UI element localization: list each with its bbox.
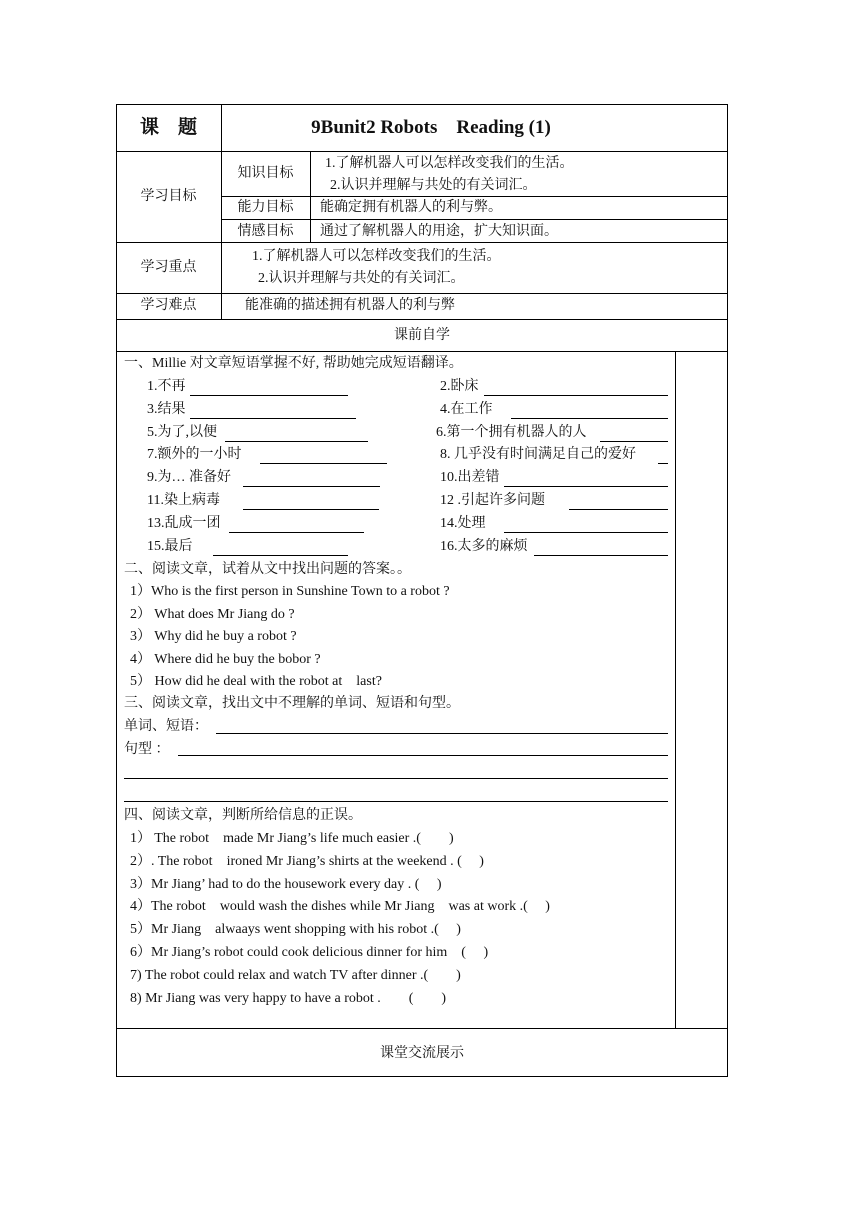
answer-blank[interactable] xyxy=(504,532,668,533)
lesson-title: 9Bunit2 Robots Reading (1) xyxy=(311,117,551,138)
answer-blank[interactable] xyxy=(229,532,364,533)
words-label: 单词、短语： xyxy=(124,719,208,734)
objectives-label: 学习目标 xyxy=(140,189,197,204)
question-item: 2） What does Mr Jiang do ? xyxy=(130,607,295,622)
phrase-item: 11.染上病毒 xyxy=(147,493,220,508)
table-border-right xyxy=(727,104,728,1076)
answer-blank[interactable] xyxy=(225,441,368,442)
true-false-item: 8) Mr Jiang was very happy to have a robot . ( ) xyxy=(130,991,447,1006)
row-divider xyxy=(116,293,728,294)
true-false-item: 2）. The robot ironed Mr Jiang’s shirts at the weekend . ( ) xyxy=(130,854,484,869)
ability-goal-text: 能确定拥有机器人的利与弊。 xyxy=(320,200,502,215)
key-point-item: 1.了解机器人可以怎样改变我们的生活。 xyxy=(252,249,501,264)
emotion-goal-label: 情感目标 xyxy=(237,224,294,239)
table-border-bottom xyxy=(116,1076,728,1077)
question-item: 1）Who is the first person in Sunshine Town to a robot ? xyxy=(130,584,450,599)
sentence-blank[interactable] xyxy=(178,755,668,756)
phrase-item: 9.为… 准备好 xyxy=(147,470,231,485)
part3-title: 三、阅读文章，找出文中不理解的单词、短语和句型。 xyxy=(124,696,460,711)
row-divider xyxy=(116,1028,728,1029)
phrase-item: 4.在工作 xyxy=(440,402,493,417)
row-divider xyxy=(221,196,728,197)
difficult-points-label: 学习难点 xyxy=(140,298,197,313)
preview-heading: 课前自学 xyxy=(394,328,450,343)
emotion-goal-text: 通过了解机器人的用途，扩大知识面。 xyxy=(320,224,558,239)
sentence-blank[interactable] xyxy=(124,778,668,779)
phrase-item: 16.太多的麻烦 xyxy=(440,539,528,554)
answer-blank[interactable] xyxy=(534,555,668,556)
true-false-item: 3）Mr Jiang’ had to do the housework every day . ( ) xyxy=(130,877,442,892)
phrase-item: 3.结果 xyxy=(147,402,186,417)
true-false-item: 1） The robot made Mr Jiang’s life much easier .( ) xyxy=(130,831,454,846)
row-divider xyxy=(221,219,728,220)
answer-blank[interactable] xyxy=(190,395,348,396)
phrase-item: 14.处理 xyxy=(440,516,486,531)
phrase-item: 5.为了,以便 xyxy=(147,425,217,440)
phrase-item: 1.不再 xyxy=(147,379,186,394)
knowledge-goal-label: 知识目标 xyxy=(237,166,294,181)
answer-blank[interactable] xyxy=(511,418,668,419)
answer-blank[interactable] xyxy=(504,486,668,487)
true-false-item: 5）Mr Jiang alwaays went shopping with his robot .( ) xyxy=(130,922,461,937)
knowledge-goal-item: 1.了解机器人可以怎样改变我们的生活。 xyxy=(325,156,574,171)
phrase-item: 15.最后 xyxy=(147,539,193,554)
class-exchange-heading: 课堂交流展示 xyxy=(380,1046,464,1061)
phrase-item: 13.乱成一团 xyxy=(147,516,221,531)
sentence-label: 句型 ： xyxy=(124,742,170,757)
true-false-item: 7) The robot could relax and watch TV after dinner .( ) xyxy=(130,968,461,983)
part4-title: 四、阅读文章，判断所给信息的正误。 xyxy=(124,808,362,823)
answer-blank[interactable] xyxy=(260,463,387,464)
key-points-label: 学习重点 xyxy=(140,260,197,275)
phrase-item: 2.卧床 xyxy=(440,379,479,394)
part1-title: 一、Millie 对文章短语掌握不好, 帮助她完成短语翻译。 xyxy=(124,356,463,371)
row-divider xyxy=(116,351,728,352)
column-divider xyxy=(310,151,311,242)
answer-blank[interactable] xyxy=(190,418,356,419)
row-divider xyxy=(116,319,728,320)
answer-blank[interactable] xyxy=(658,463,668,464)
table-border-left xyxy=(116,104,117,1076)
answer-blank[interactable] xyxy=(569,509,668,510)
ability-goal-label: 能力目标 xyxy=(237,200,294,215)
phrase-item: 10.出差错 xyxy=(440,470,500,485)
key-point-item: 2.认识并理解与共处的有关词汇。 xyxy=(258,271,465,286)
question-item: 5） How did he deal with the robot at last? xyxy=(130,674,382,689)
topic-label: 课 题 xyxy=(139,117,197,138)
table-border-top xyxy=(116,104,728,105)
answer-blank[interactable] xyxy=(213,555,348,556)
knowledge-goal-item: 2.认识并理解与共处的有关词汇。 xyxy=(330,178,537,193)
part2-title: 二、阅读文章，试着从文中找出问题的答案。。 xyxy=(124,562,411,577)
true-false-item: 6）Mr Jiang’s robot could cook delicious dinner for him ( ) xyxy=(130,945,489,960)
row-divider xyxy=(116,151,728,152)
difficult-points-text: 能准确的描述拥有机器人的利与弊 xyxy=(245,298,455,313)
true-false-item: 4）The robot would wash the dishes while Mr Jiang was at work .( ) xyxy=(130,899,550,914)
answer-blank[interactable] xyxy=(600,441,668,442)
sentence-blank[interactable] xyxy=(124,801,668,802)
question-item: 3） Why did he buy a robot ? xyxy=(130,629,297,644)
answer-blank[interactable] xyxy=(484,395,668,396)
phrase-item: 7.额外的一小时 xyxy=(147,447,242,462)
row-divider xyxy=(116,242,728,243)
words-blank[interactable] xyxy=(216,733,668,734)
phrase-item: 12 .引起许多问题 xyxy=(440,493,545,508)
phrase-item: 8. 几乎没有时间满足自己的爱好 xyxy=(440,447,636,462)
column-divider xyxy=(675,351,676,1028)
answer-blank[interactable] xyxy=(243,486,380,487)
phrase-item: 6.第一个拥有机器人的人 xyxy=(436,425,587,440)
question-item: 4） Where did he buy the bobor ? xyxy=(130,652,321,667)
answer-blank[interactable] xyxy=(243,509,379,510)
